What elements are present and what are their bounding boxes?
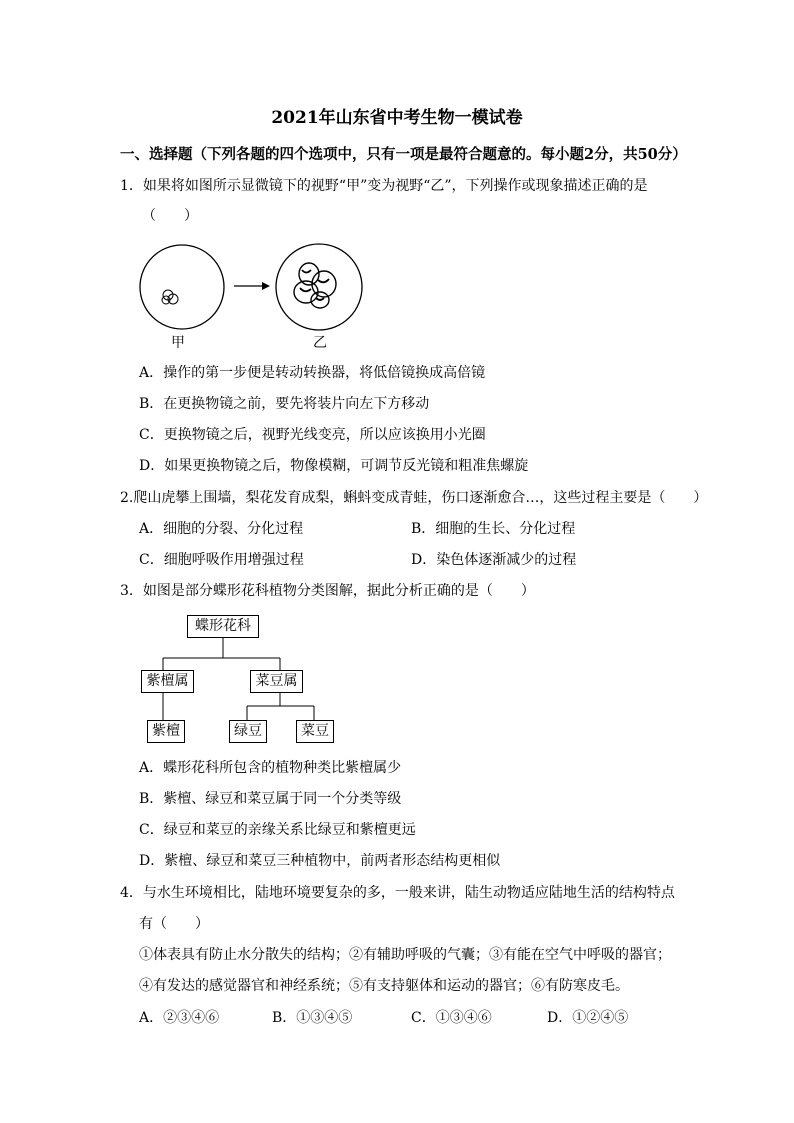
q4-items-line1: ①体表具有防止水分散失的结构；②有辅助呼吸的气囊；③有能在空气中呼吸的器官； (139, 947, 671, 963)
q1-option-a: A．操作的第一步便是转动转换器，将低倍镜换成高倍镜 (139, 365, 486, 381)
q3-option-d: D．紫檀、绿豆和菜豆三种植物中，前两者形态结构更相似 (139, 853, 501, 869)
q2-option-c: C．细胞呼吸作用增强过程 (139, 552, 304, 568)
q3-stem: 3．如图是部分蝶形花科植物分类图解，据此分析正确的是（ ） (120, 583, 535, 599)
node-species-kidney-bean: 菜豆 (296, 720, 334, 743)
q3-option-b: B．紫檀、绿豆和菜豆属于同一个分类等级 (139, 791, 402, 807)
q1-option-d: D．如果更换物镜之后，物像模糊，可调节反光镜和粗准焦螺旋 (139, 458, 529, 474)
node-genus-phaseolus: 菜豆属 (250, 670, 303, 693)
field-jia-circle (140, 245, 224, 329)
label-yi: 乙 (313, 335, 327, 351)
node-species-mung-bean: 绿豆 (229, 720, 267, 743)
q4-items-line2: ④有发达的感觉器官和神经系统；⑤有支持躯体和运动的器官；⑥有防寒皮毛。 (139, 978, 629, 994)
q1-option-c: C．更换物镜之后，视野光线变亮，所以应该换用小光圈 (139, 427, 486, 443)
q4-stem-line2: 有（ ） (139, 916, 209, 932)
q2-option-d: D．染色体逐渐减少的过程 (411, 552, 577, 568)
arrow-right-icon (262, 282, 270, 290)
q2-option-b: B．细胞的生长、分化过程 (411, 521, 576, 537)
field-yi-circle (276, 244, 362, 330)
q2-option-a: A．细胞的分裂、分化过程 (139, 521, 304, 537)
large-cell-icon (294, 263, 336, 308)
small-cell-icon (162, 290, 178, 304)
node-species-zitan: 紫檀 (147, 720, 185, 743)
section-heading: 一、选择题（下列各题的四个选项中，只有一项是最符合题意的。每小题2分，共50分） (120, 146, 687, 163)
node-family: 蝶形花科 (187, 615, 259, 638)
page-title: 2021年山东省中考生物一模试卷 (271, 108, 523, 128)
q3-option-a: A．蝶形花科所包含的植物种类比紫檀属少 (139, 760, 402, 776)
q4-option-c: C．①③④⑥ (411, 1010, 492, 1026)
q1-option-b: B．在更换物镜之前，要先将装片向左下方移动 (139, 396, 430, 412)
q4-stem-line1: 4．与水生环境相比，陆地环境要复杂的多，一般来讲，陆生动物适应陆地生活的结构特点 (120, 885, 675, 901)
label-jia: 甲 (171, 335, 185, 351)
q4-option-a: A．②③④⑥ (139, 1010, 220, 1026)
q4-option-b: B．①③④⑤ (272, 1010, 353, 1026)
q1-stem: 1．如果将如图所示显微镜下的视野“甲”变为视野“乙”，下列操作或现象描述正确的是 (120, 178, 648, 194)
q1-blank: （ ） (142, 208, 198, 224)
q4-option-d: D．①②④⑤ (547, 1010, 629, 1026)
q3-option-c: C．绿豆和菜豆的亲缘关系比绿豆和紫檀更远 (139, 822, 416, 838)
node-genus-pterocarpus: 紫檀属 (141, 670, 194, 693)
q2-stem: 2.爬山虎攀上围墙，梨花发育成梨，蝌蚪变成青蛙，伤口逐渐愈合…，这些过程主要是（ ） (120, 490, 708, 506)
